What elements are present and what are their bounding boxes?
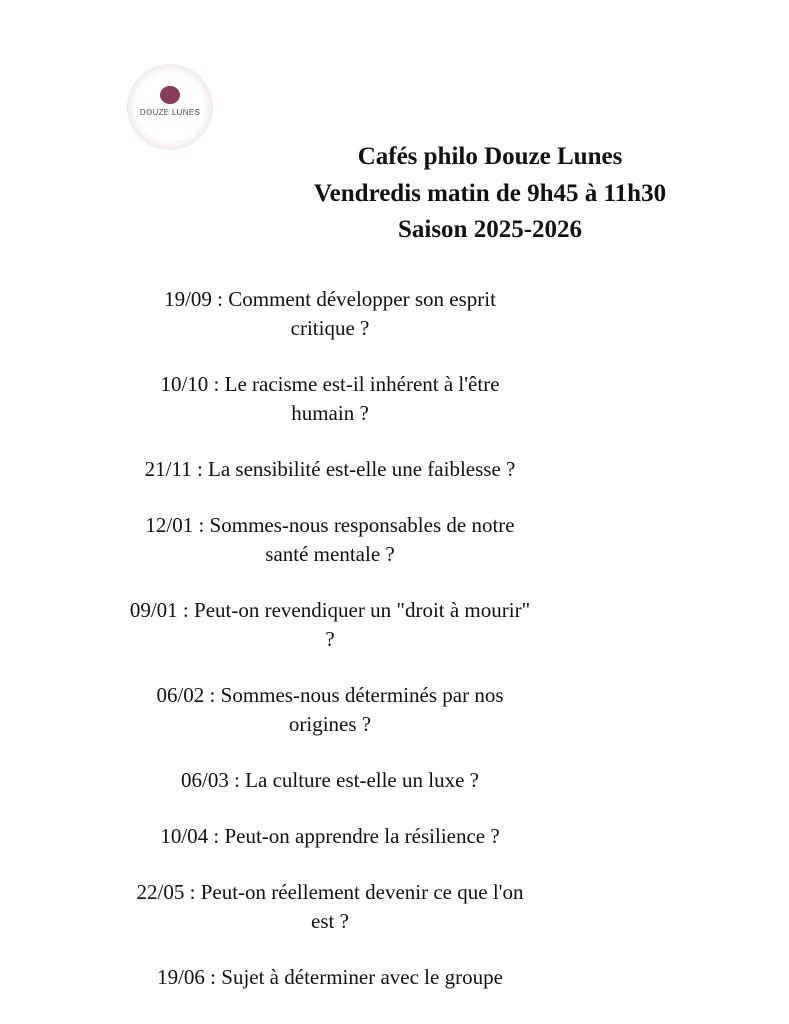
- session-text-line: critique ?: [290, 316, 370, 340]
- session-text-line: 19/06 : Sujet à déterminer avec le groupe: [157, 965, 503, 989]
- session-text-line: 12/01 : Sommes-nous responsables de notre: [145, 513, 515, 537]
- session-list: [60, 285, 600, 1019]
- session-text-line: 06/02 : Sommes-nous déterminés par nos: [156, 683, 504, 707]
- session-text-line: santé mentale ?: [265, 542, 395, 566]
- page-title: [230, 139, 750, 249]
- session-text-line: 22/05 : Peut-on réellement devenir ce que l'on: [136, 880, 524, 904]
- session-text-line: 09/01 : Peut-on revendiquer un "droit à mourir": [129, 598, 531, 622]
- session-item: [60, 822, 600, 851]
- session-item: [60, 455, 600, 484]
- session-text-line: humain ?: [291, 401, 369, 425]
- session-item: [60, 370, 600, 428]
- session-item: [60, 681, 600, 739]
- session-text-line: 10/04 : Peut-on apprendre la résilience ?: [160, 824, 500, 848]
- session-text-line: 06/03 : La culture est-elle un luxe ?: [181, 768, 479, 792]
- moon-logo-icon: [160, 86, 180, 104]
- session-text-line: 10/10 : Le racisme est-il inhérent à l'être: [160, 372, 500, 396]
- title-line-2: Vendredis matin de 9h45 à 11h30: [313, 179, 667, 207]
- title-line-3: Saison 2025-2026: [397, 216, 583, 243]
- session-item: [60, 878, 600, 936]
- session-item: [60, 963, 600, 992]
- session-text-line: 21/11 : La sensibilité est-elle une faiblesse ?: [144, 457, 516, 481]
- douze-lunes-logo: [127, 64, 213, 150]
- session-text-line: ?: [325, 627, 335, 651]
- session-item: [60, 285, 600, 343]
- session-text-line: origines ?: [288, 712, 372, 736]
- session-text-line: 19/09 : Comment développer son esprit: [164, 287, 496, 311]
- title-line-1: Cafés philo Douze Lunes: [357, 143, 623, 170]
- session-item: [60, 511, 600, 569]
- session-item: [60, 596, 600, 654]
- session-text-line: est ?: [311, 909, 349, 933]
- session-item: [60, 766, 600, 795]
- logo-text: DOUZE LUNES: [139, 108, 201, 117]
